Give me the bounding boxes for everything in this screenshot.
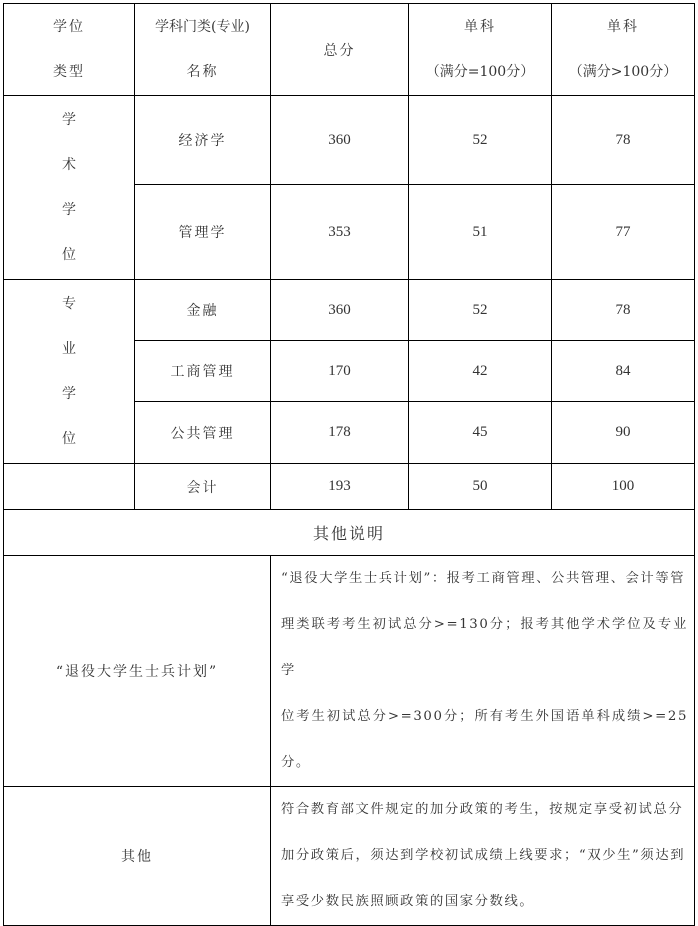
header-degree-type bbox=[4, 4, 135, 96]
single-over100-score: 90 bbox=[552, 402, 695, 464]
type-char: 专 bbox=[62, 295, 76, 312]
header-text: 类型 bbox=[53, 63, 85, 80]
section-title-row bbox=[4, 510, 695, 556]
total-score: 170 bbox=[271, 341, 409, 402]
header-row bbox=[4, 4, 695, 96]
header-discipline bbox=[135, 4, 271, 96]
note-line: 符合教育部文件规定的加分政策的考生，按规定享受初试总分 bbox=[281, 802, 684, 817]
discipline-name: 会计 bbox=[135, 464, 271, 510]
type-char: 学 bbox=[62, 111, 76, 128]
note-line: 享受少数民族照顾政策的国家分数线。 bbox=[281, 894, 535, 909]
single-100-score: 42 bbox=[409, 341, 552, 402]
note-line: “退役大学生士兵计划”：报考工商管理、公共管理、会计等管 bbox=[281, 571, 686, 586]
discipline-name: 公共管理 bbox=[135, 402, 271, 464]
total-score: 360 bbox=[271, 280, 409, 341]
score-table bbox=[3, 3, 695, 510]
discipline-name: 金融 bbox=[135, 280, 271, 341]
degree-type-academic bbox=[4, 96, 135, 280]
single-over100-score: 100 bbox=[552, 464, 695, 510]
header-single-over100 bbox=[552, 4, 695, 96]
header-text: （满分>100分） bbox=[568, 63, 678, 80]
note-content bbox=[271, 787, 695, 926]
header-text: 学科门类(专业) bbox=[155, 18, 250, 35]
table-row bbox=[4, 280, 695, 341]
single-100-score: 51 bbox=[409, 185, 552, 280]
header-text: 学位 bbox=[53, 18, 85, 35]
other-notes-table bbox=[3, 509, 695, 926]
single-over100-score: 84 bbox=[552, 341, 695, 402]
total-score: 353 bbox=[271, 185, 409, 280]
discipline-name: 管理学 bbox=[135, 185, 271, 280]
header-total: 总分 bbox=[271, 4, 409, 96]
single-100-score: 52 bbox=[409, 280, 552, 341]
single-100-score: 52 bbox=[409, 96, 552, 185]
single-over100-score: 77 bbox=[552, 185, 695, 280]
note-row bbox=[4, 787, 695, 926]
single-100-score: 50 bbox=[409, 464, 552, 510]
type-char: 学 bbox=[62, 201, 76, 218]
note-content bbox=[271, 556, 695, 787]
type-char: 位 bbox=[62, 430, 76, 447]
single-over100-score: 78 bbox=[552, 280, 695, 341]
note-line: 加分政策后，须达到学校初试成绩上线要求；“双少生”须达到 bbox=[281, 848, 686, 863]
note-line: 位考生初试总分>=300分；所有考生外国语单科成绩>=25分。 bbox=[281, 709, 689, 770]
discipline-name: 经济学 bbox=[135, 96, 271, 185]
section-title: 其他说明 bbox=[4, 510, 695, 556]
header-text: 名称 bbox=[186, 63, 219, 80]
total-score: 193 bbox=[271, 464, 409, 510]
single-over100-score: 78 bbox=[552, 96, 695, 185]
header-single-100 bbox=[409, 4, 552, 96]
header-text: （满分=100分） bbox=[425, 63, 535, 80]
type-char: 业 bbox=[62, 340, 76, 357]
discipline-name: 工商管理 bbox=[135, 341, 271, 402]
header-text: 单科 bbox=[607, 18, 639, 35]
type-char: 位 bbox=[62, 246, 76, 263]
note-row bbox=[4, 556, 695, 787]
degree-type-empty bbox=[4, 464, 135, 510]
note-line: 理类联考考生初试总分>=130分；报考其他学术学位及专业学 bbox=[281, 617, 689, 678]
total-score: 360 bbox=[271, 96, 409, 185]
table-row bbox=[4, 464, 695, 510]
degree-type-professional bbox=[4, 280, 135, 464]
note-label: “退役大学生士兵计划” bbox=[4, 556, 271, 787]
type-char: 术 bbox=[62, 156, 76, 173]
note-label: 其他 bbox=[4, 787, 271, 926]
header-text: 单科 bbox=[464, 18, 496, 35]
total-score: 178 bbox=[271, 402, 409, 464]
single-100-score: 45 bbox=[409, 402, 552, 464]
type-char: 学 bbox=[62, 385, 76, 402]
table-row bbox=[4, 96, 695, 185]
